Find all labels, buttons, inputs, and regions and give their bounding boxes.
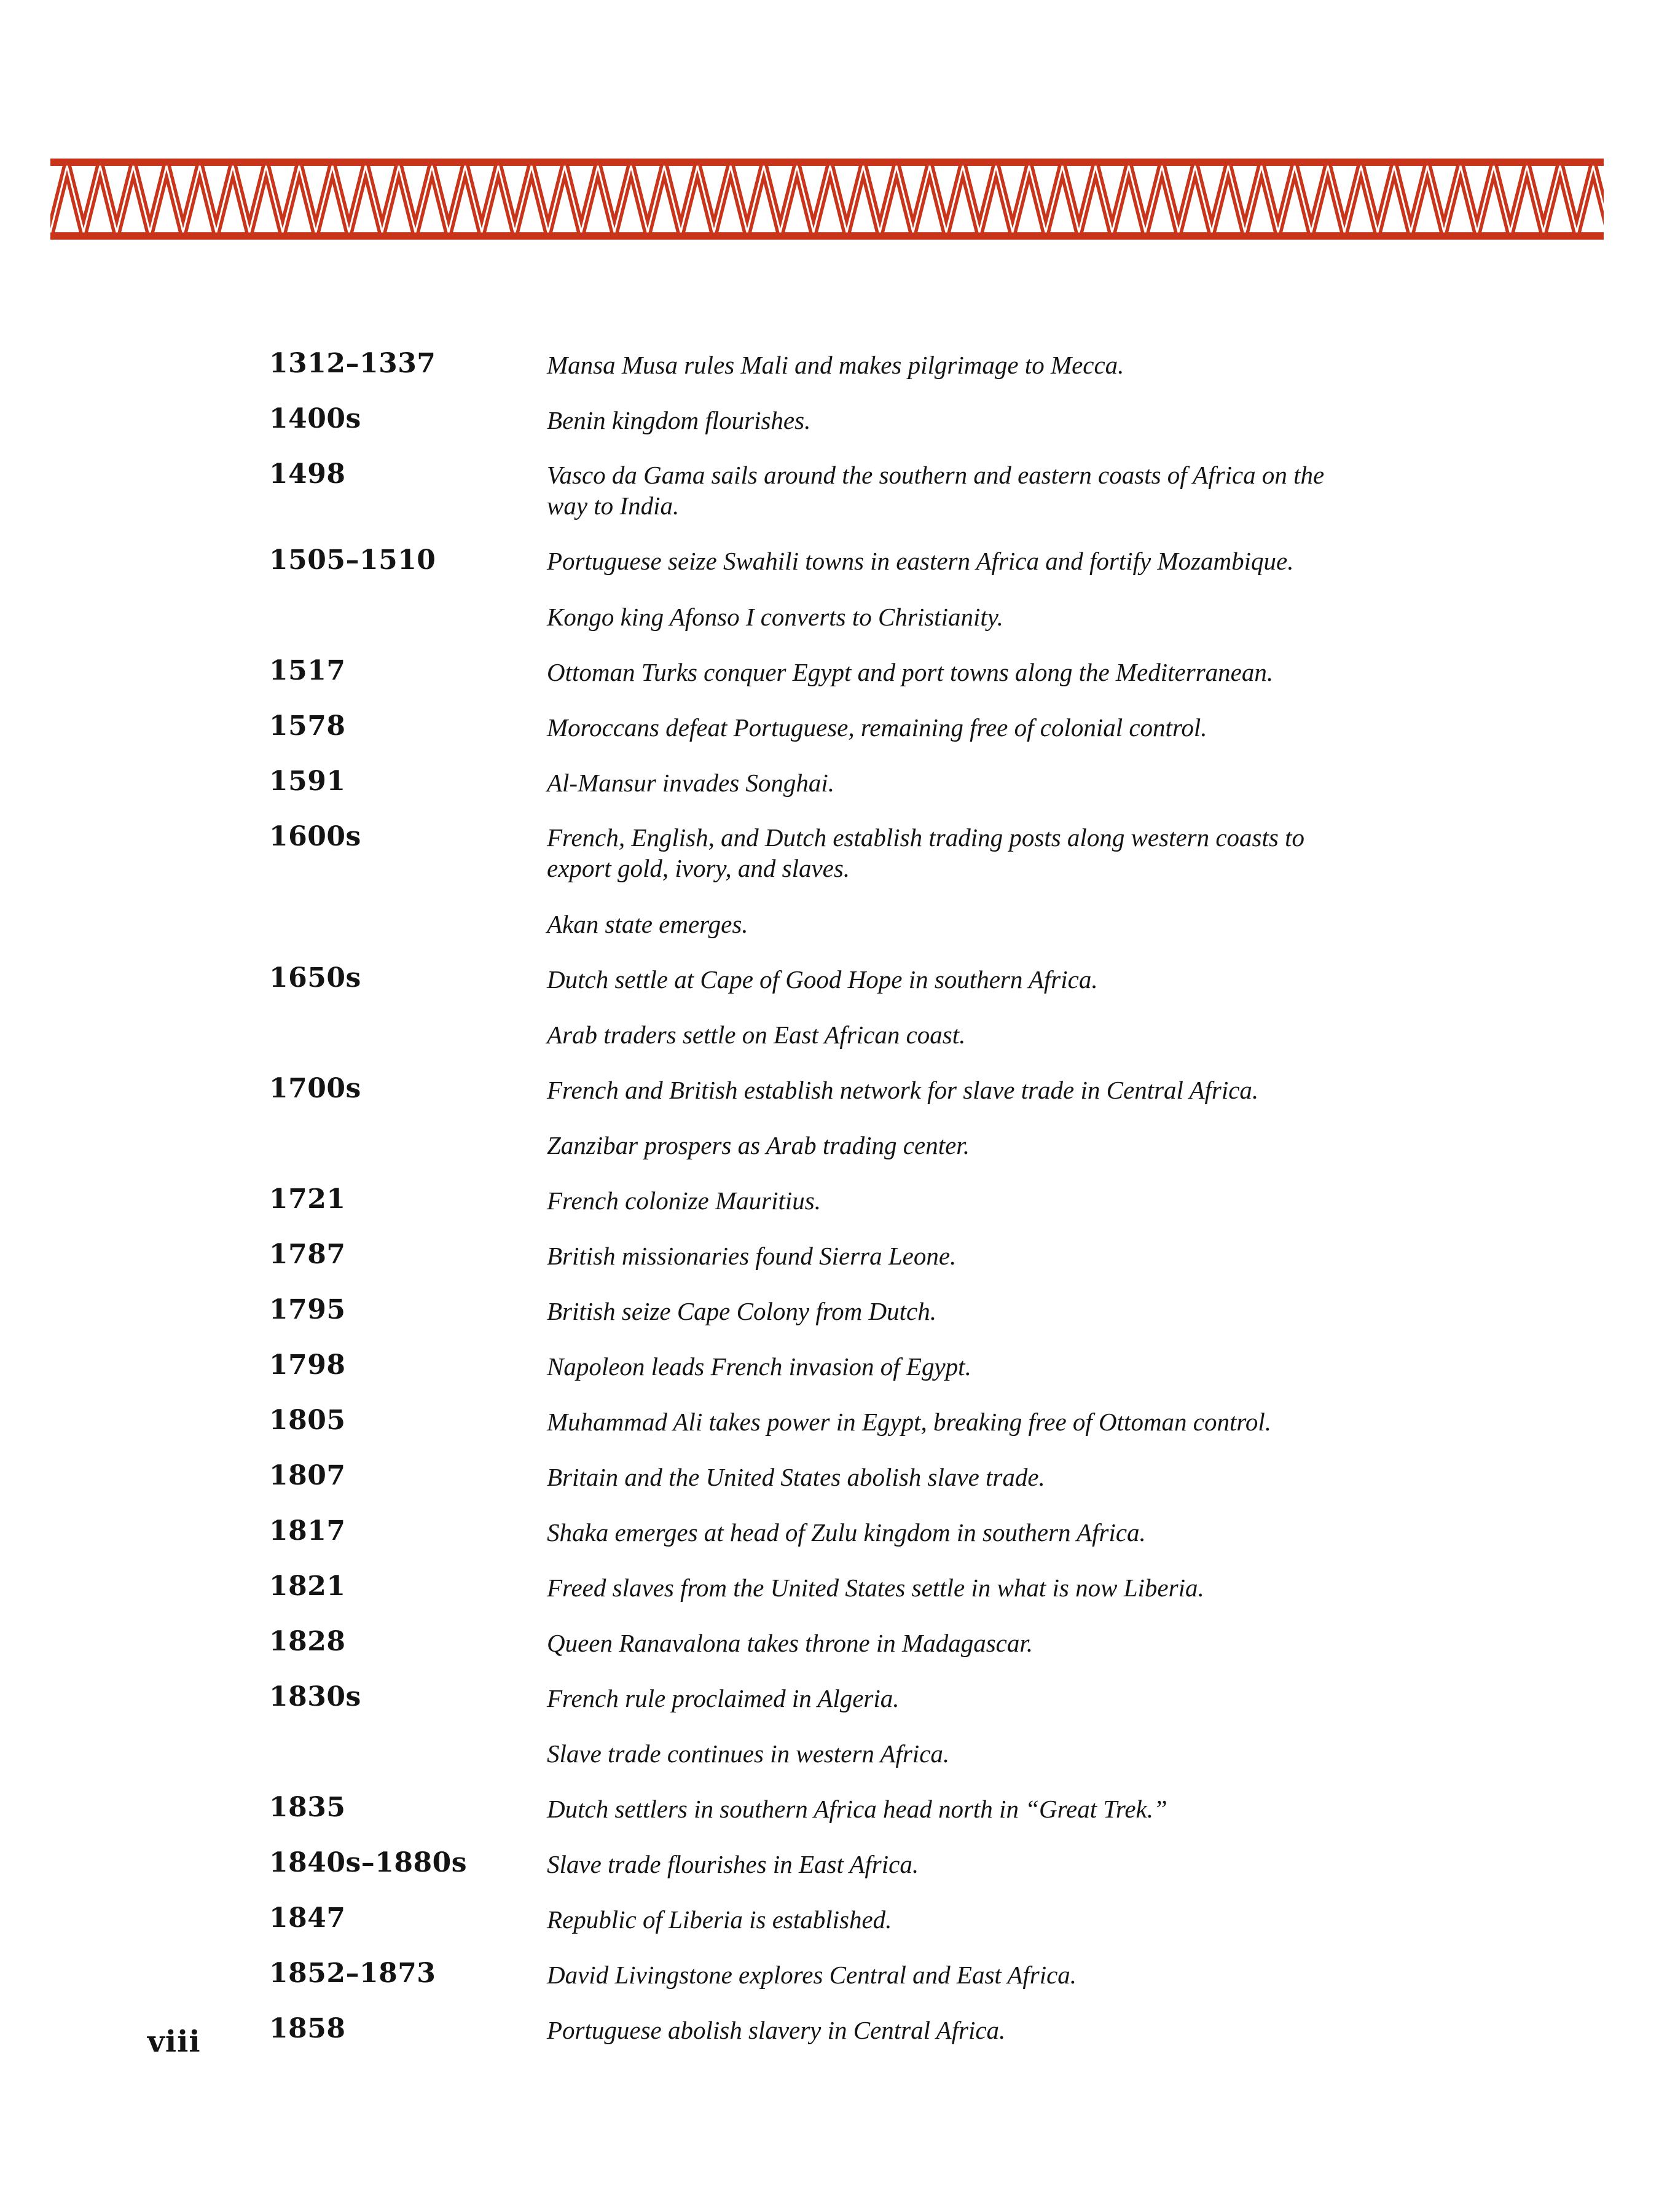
- timeline-row: [269, 460, 1375, 521]
- timeline-row: [269, 1295, 1375, 1327]
- timeline-row: [269, 767, 1375, 799]
- timeline-event: Vasco da Gama sails around the southern and eastern coasts of Africa on the way to India.: [547, 461, 1325, 520]
- timeline-list: [269, 349, 1375, 2069]
- timeline-row: [269, 1185, 1375, 1217]
- timeline-row: [269, 1516, 1375, 1548]
- timeline-event: Zanzibar prospers as Arab trading center.: [547, 1131, 970, 1159]
- timeline-event: Portuguese seize Swahili towns in eastern Africa and fortify Mozambique.: [547, 547, 1294, 575]
- timeline-event: Queen Ranavalona takes throne in Madagascar.: [547, 1629, 1033, 1657]
- timeline-year: 1600s: [269, 821, 361, 852]
- timeline-row: [269, 1627, 1375, 1659]
- timeline-row: [269, 2014, 1375, 2046]
- timeline-event: British missionaries found Sierra Leone.: [547, 1242, 957, 1270]
- timeline-row: [269, 1351, 1375, 1382]
- timeline-event: French rule proclaimed in Algeria.: [547, 1684, 900, 1712]
- page-number: viii: [147, 2025, 201, 2059]
- timeline-year: 1821: [269, 1571, 346, 1602]
- timeline-row: [269, 1074, 1375, 1106]
- timeline-event: Napoleon leads French invasion of Egypt.: [547, 1352, 971, 1381]
- timeline-event: Dutch settlers in southern Africa head north in “Great Trek.”: [547, 1795, 1167, 1823]
- timeline-event: Republic of Liberia is established.: [547, 1905, 892, 1934]
- timeline-year: 1578: [269, 710, 346, 742]
- timeline-event: Kongo king Afonso I converts to Christianity.: [547, 603, 1003, 631]
- timeline-year: 1400s: [269, 403, 361, 434]
- timeline-year: 1830s: [269, 1681, 361, 1712]
- timeline-row: [269, 1959, 1375, 1991]
- timeline-year: 1847: [269, 1902, 346, 1934]
- timeline-row: [269, 822, 1375, 884]
- timeline-year: 1828: [269, 1626, 346, 1657]
- timeline-row: [269, 1572, 1375, 1604]
- timeline-row: [269, 546, 1375, 576]
- timeline-event: Benin kingdom flourishes.: [547, 406, 811, 434]
- timeline-row: [269, 1904, 1375, 1936]
- timeline-event: Arab traders settle on East African coast.: [547, 1021, 966, 1049]
- timeline-year: 1787: [269, 1239, 346, 1270]
- timeline-event: Al-Mansur invades Songhai.: [547, 769, 835, 797]
- timeline-event: Slave trade flourishes in East Africa.: [547, 1850, 919, 1878]
- timeline-year: 1807: [269, 1460, 346, 1491]
- timeline-event: Portuguese abolish slavery in Central Africa.: [547, 2016, 1006, 2044]
- timeline-event: Britain and the United States abolish slave trade.: [547, 1463, 1045, 1491]
- timeline-row: [269, 404, 1375, 436]
- timeline-row: [269, 1682, 1375, 1714]
- timeline-year: 1840s–1880s: [269, 1847, 467, 1878]
- timeline-row: [269, 656, 1375, 688]
- timeline-year: 1721: [269, 1183, 346, 1215]
- timeline-year: 1817: [269, 1515, 346, 1547]
- timeline-event: British seize Cape Colony from Dutch.: [547, 1297, 936, 1325]
- timeline-year: 1650s: [269, 962, 361, 994]
- timeline-event: David Livingstone explores Central and East Africa.: [547, 1961, 1077, 1989]
- timeline-event: French, English, and Dutch establish trading posts along western coasts to export gold, ivory, and slaves.: [547, 823, 1305, 882]
- timeline-row: [269, 712, 1375, 743]
- timeline-year: 1700s: [269, 1073, 361, 1104]
- timeline-event: Freed slaves from the United States settle in what is now Liberia.: [547, 1574, 1204, 1602]
- timeline-row: [269, 1738, 1375, 1770]
- timeline-row: [269, 349, 1375, 381]
- timeline-row: [269, 1793, 1375, 1825]
- timeline-row: [269, 1240, 1375, 1272]
- timeline-event: Slave trade continues in western Africa.: [547, 1739, 950, 1768]
- timeline-year: 1505–1510: [269, 544, 436, 576]
- timeline-event: Ottoman Turks conquer Egypt and port towns along the Mediterranean.: [547, 658, 1274, 686]
- timeline-event: Moroccans defeat Portuguese, remaining free of colonial control.: [547, 713, 1207, 742]
- timeline-event: Akan state emerges.: [547, 910, 748, 938]
- zigzag-border-icon: [50, 159, 1604, 240]
- timeline-year: 1798: [269, 1349, 346, 1381]
- timeline-year: 1517: [269, 655, 346, 686]
- timeline-event: French colonize Mauritius.: [547, 1186, 821, 1215]
- timeline-year: 1835: [269, 1792, 346, 1823]
- timeline-year: 1852–1873: [269, 1958, 436, 1989]
- decorative-header-band: [50, 159, 1604, 240]
- timeline-event: Shaka emerges at head of Zulu kingdom in southern Africa.: [547, 1518, 1146, 1547]
- timeline-year: 1312–1337: [269, 348, 436, 379]
- timeline-year: 1498: [269, 458, 346, 490]
- timeline-row: [269, 1129, 1375, 1161]
- timeline-year: 1795: [269, 1294, 346, 1325]
- timeline-year: 1591: [269, 766, 346, 797]
- timeline-event: Mansa Musa rules Mali and makes pilgrimage to Mecca.: [547, 351, 1124, 379]
- timeline-year: 1805: [269, 1405, 346, 1436]
- timeline-event: Muhammad Ali takes power in Egypt, breaking free of Ottoman control.: [547, 1408, 1271, 1436]
- timeline-row: [269, 1406, 1375, 1438]
- timeline-row: [269, 1848, 1375, 1880]
- timeline-year: 1858: [269, 2013, 346, 2044]
- timeline-event: French and British establish network for slave trade in Central Africa.: [547, 1076, 1259, 1104]
- timeline-row: [269, 908, 1375, 940]
- timeline-row: [269, 1461, 1375, 1493]
- timeline-event: Dutch settle at Cape of Good Hope in southern Africa.: [547, 965, 1098, 994]
- timeline-row: [269, 963, 1375, 995]
- timeline-row: [269, 1019, 1375, 1051]
- timeline-row: [269, 601, 1375, 633]
